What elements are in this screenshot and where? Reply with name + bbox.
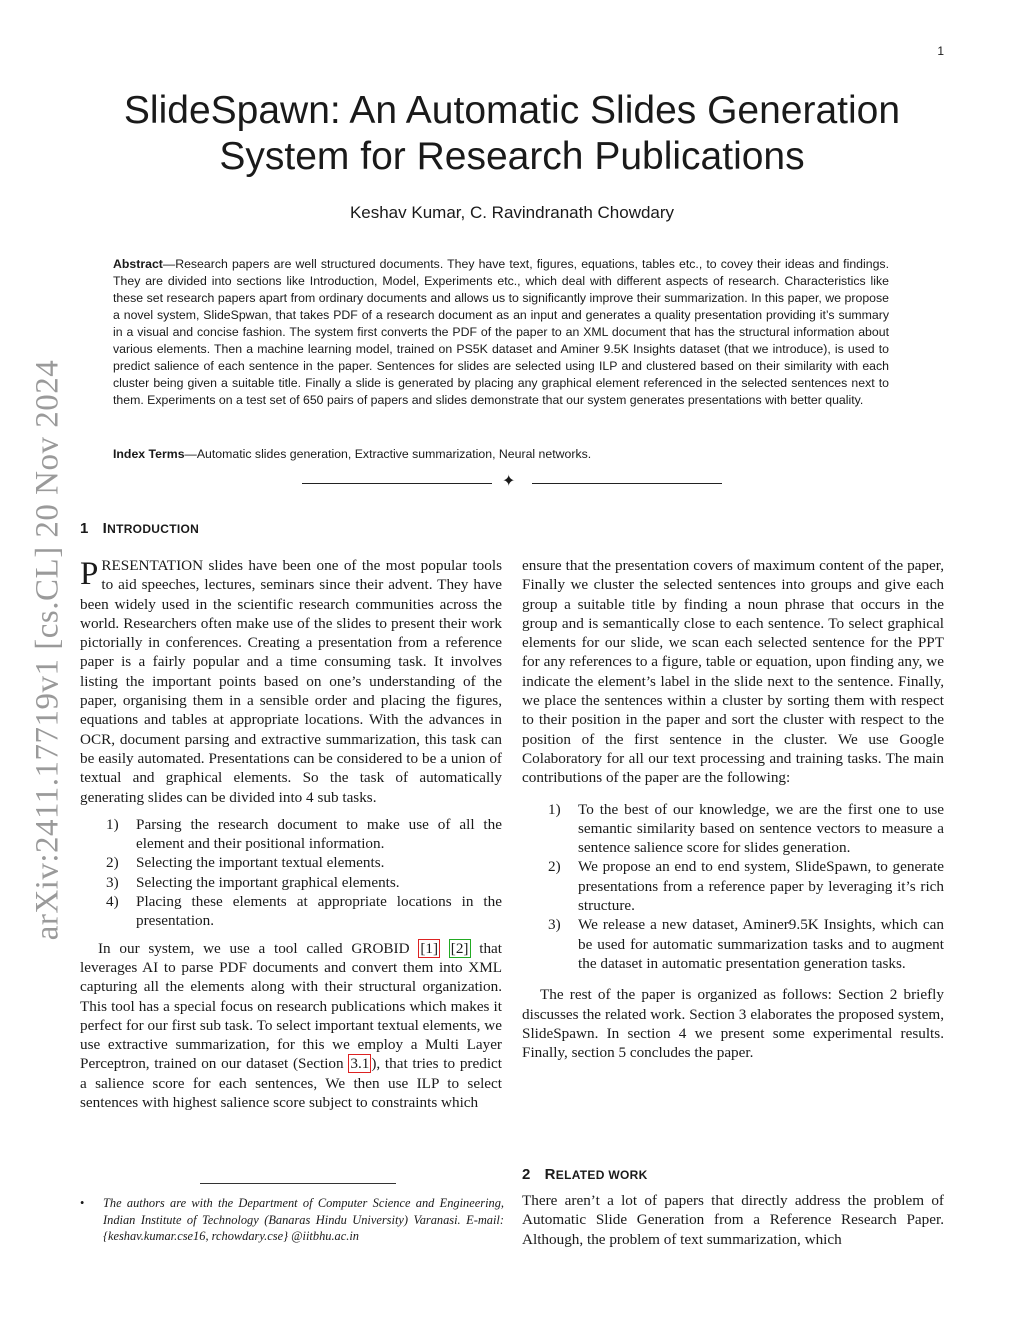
list-item: 1) To the best of our knowledge, we are the first one to use semantic similarity based on sentence vectors to measure a sentence salience score for slides generation. bbox=[548, 800, 944, 857]
section-1-heading bbox=[80, 520, 199, 537]
related-work-paragraph-1: There aren’t a lot of papers that directly address the problem of Automatic Slide Generation from a Reference Research Paper. Although, the problem of text summarization, which bbox=[522, 1192, 944, 1248]
separator-rule-left bbox=[302, 483, 492, 484]
contribution-list bbox=[522, 800, 944, 974]
first-word-rest: RESENTATION bbox=[101, 557, 204, 574]
intro-paragraph-3: ensure that the presentation covers of maximum content of the paper, Finally we cluster the selected sentences into groups and give each group a suitable title by finding a noun phrase that occurs in the group and is semantically close to each sentence. To select graphical elements for our slide, we scan each selected sentence for the PPT for any references to a figure, table or equation, upon finding any, we indicate the element’s label in the slide next to the sentence. Finally, we place the sentences within a cluster by sorting them with respect to their position in the paper and sort the cluster with respect to the position of the first sentence in the cluster. We use Google Colaboratory for all our text processing and training tasks. The main contributions of the paper are the following: bbox=[522, 557, 944, 787]
list-item: 4) Placing these elements at appropriate locations in the presentation. bbox=[106, 893, 502, 930]
title-line-1: SlideSpawn: An Automatic Slides Generation bbox=[123, 89, 901, 132]
page-number: 1 bbox=[937, 44, 944, 58]
intro-paragraph-4: The rest of the paper is organized as follows: Section 2 briefly discusses the related work. Section 3 elaborates the proposed system, SlideSpawn. In section 4 we present some experimental results. Finally, section 5 concludes the paper. bbox=[522, 986, 944, 1062]
footnote-text: The authors are with the Department of Computer Science and Engineering, Indian Institute of Technology (Banaras Hindu University) Varanasi. E-mail: {keshav.kumar.cse16, rchowdary.cse} @iitbhu.ac.in bbox=[103, 1196, 504, 1243]
list-item: 3) We release a new dataset, Aminer9.5K Insights, which can be used for automatic summarization tasks and to augment the dataset in automatic presentation generation tasks. bbox=[548, 916, 944, 972]
abstract-label: Abstract bbox=[113, 257, 163, 271]
author-list: Keshav Kumar, C. Ravindranath Chowdary bbox=[349, 203, 675, 222]
intro-paragraph-1-text: slides have been one of the most popular tools to aid speeches, lectures, seminars since their advent. They have been widely used in the scientific research communities across the world. Researchers often make use of the slides to present their work pictorially in conferences. Creating a presentation from a reference paper is a fairly popular and a time consuming task. It involves listing the important points based on one’s understanding of the paper, organising them in a sensible order and placing the figures, equations and tables at appropriate locations. With the advances in OCR, document parsing and extractive summarization, this task can be easily automated. Presentations can be considered to be a union of textual and graphical elements. So the task of automatically generating slides can be divided into 4 sub tasks. bbox=[80, 557, 502, 806]
section-reference-link[interactable]: 3.1 bbox=[350, 1055, 370, 1073]
index-terms bbox=[113, 447, 889, 461]
left-column bbox=[80, 556, 502, 1112]
list-item: 2) We propose an end to end system, SlideSpawn, to generate presentations from a reference paper by leveraging it’s rich structure. bbox=[548, 858, 944, 915]
right-column bbox=[522, 556, 944, 1062]
section-1-title-rest: NTRODUCTION bbox=[107, 522, 200, 536]
footnote-bullet: • bbox=[80, 1196, 85, 1210]
list-item: 3) Selecting the important graphical elements. bbox=[106, 873, 400, 891]
intro-paragraph-1 bbox=[80, 556, 502, 807]
citation-link-2[interactable]: [2] bbox=[450, 939, 469, 957]
section-2-heading bbox=[522, 1166, 648, 1183]
separator-rule-right bbox=[532, 483, 722, 484]
section-2-title-initial: R bbox=[544, 1166, 556, 1183]
section-1-title-initial: I bbox=[102, 520, 108, 537]
citation-link-1[interactable]: [1] bbox=[420, 939, 439, 957]
section-1-number: 1 bbox=[80, 520, 89, 537]
title-line-2: System for Research Publications bbox=[219, 135, 805, 178]
separator-diamond-icon: ✦ bbox=[502, 473, 516, 490]
arxiv-identifier-stamp: arXiv:2411.17719v1 [cs.CL] 20 Nov 2024 bbox=[29, 359, 66, 941]
index-terms-label: Index Terms bbox=[113, 447, 185, 461]
list-item: 1) Parsing the research document to make use of all the element and their positional information. bbox=[106, 815, 502, 853]
footnote-rule bbox=[200, 1183, 396, 1184]
intro-paragraph-2: In our system, we use a tool called GROBID [1] [2] that leverages AI to parse PDF documents and convert them into XML capturing all the elements along with their structural organization. This tool has a special focus on research publications which makes it perfect for our first sub task. To select important textual elements, we use extractive summarization, for this we employ a Multi Layer Perceptron, trained on our dataset (Section 3.1 ), that tries to predict a salience score for each sentences, We then use ILP to select sentences with highest salience score subject to constraints which bbox=[80, 939, 503, 1112]
footnote bbox=[80, 1195, 504, 1245]
list-item: 2) Selecting the important textual elements. bbox=[106, 854, 385, 872]
subtask-list bbox=[80, 815, 502, 931]
section-2-number: 2 bbox=[522, 1166, 531, 1183]
abstract-text: —Research papers are well structured documents. They have text, figures, equations, tables etc., to covey their ideas and findings. They are divided into sections like Introduction, Model, Experiments etc., which deal with different aspects of research. Characteristics like these set research papers apart from ordinary documents and allows us to significantly improve their summarization. In this paper, we propose a novel system, SlideSpwan, that takes PDF of a research document as an input and generates a quality presentation providing it’s summary in a visual and concise fashion. The system first converts the PDF of the paper to an XML document that has the structural information about various elements. Then a machine learning model, trained on PS5K dataset and Aminer 9.5K Insights dataset (that we introduce), is used to predict salience of each sentence in the paper. Sentences for slides are selected using ILP and clustered based on their similarity with each cluster being given a suitable title. Finally a slide is generated by placing any graphical element referenced in the selected sentences next to them. Experiments on a test set of 650 pairs of papers and slides demonstrate that our system generates presentations with better quality. bbox=[113, 257, 889, 407]
dropcap: P bbox=[80, 556, 99, 592]
index-terms-text: —Automatic slides generation, Extractive summarization, Neural networks. bbox=[184, 447, 592, 461]
paper-title bbox=[80, 88, 944, 180]
abstract bbox=[113, 256, 889, 409]
section-2-title-rest: ELATED WORK bbox=[555, 1168, 648, 1182]
related-work-column bbox=[522, 1191, 944, 1249]
